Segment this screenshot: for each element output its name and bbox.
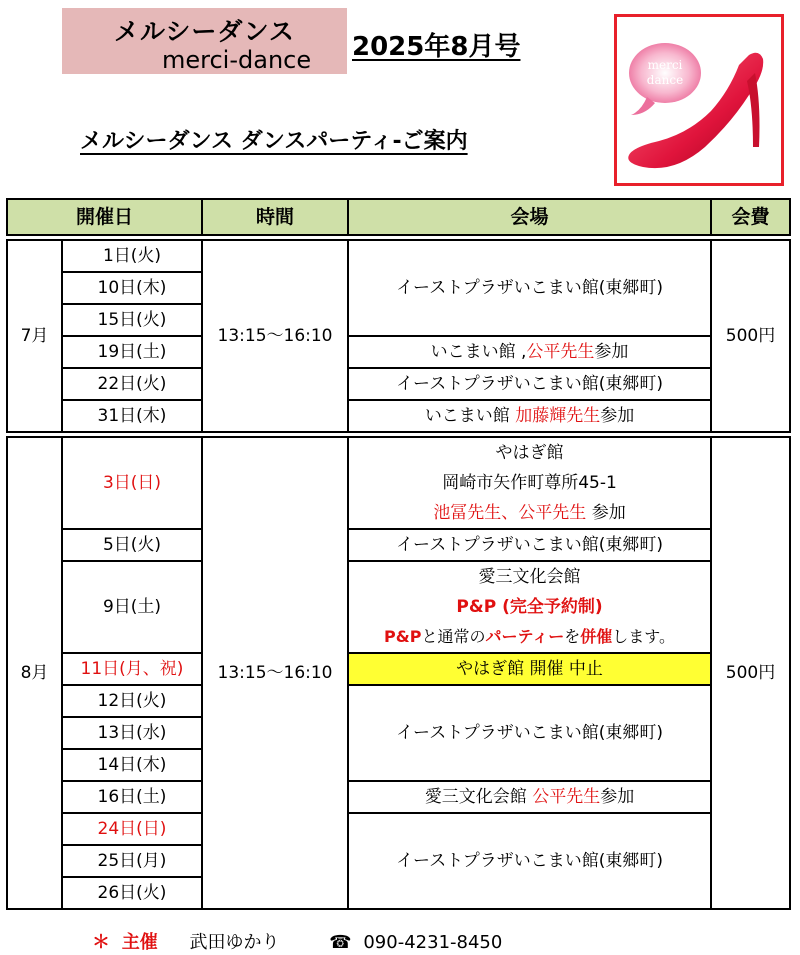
venue-cell: イーストプラザいこまい館(東郷町) <box>348 240 711 336</box>
table-row <box>7 368 790 400</box>
table-header-row <box>7 199 790 235</box>
table-row <box>7 781 790 813</box>
fee-cell: 500円 <box>711 240 790 432</box>
page-title: メルシーダンス ダンスパーティ-ご案内 <box>80 129 468 154</box>
footer-organizer <box>92 928 502 954</box>
date-cell: 15日(火) <box>62 304 202 336</box>
fee-cell: 500円 <box>711 437 790 909</box>
venue-event: P&P (完全予約制) <box>348 592 711 622</box>
date-cell: 22日(火) <box>62 368 202 400</box>
venue-cancelled: やはぎ館 開催 中止 <box>348 653 711 685</box>
date-cell: 9日(土) <box>62 561 202 653</box>
venue-cell: イーストプラザいこまい館(東郷町) <box>348 368 711 400</box>
date-cell: 19日(土) <box>62 336 202 368</box>
brand-banner <box>62 8 347 74</box>
date-cell: 10日(木) <box>62 272 202 304</box>
venue-cell: やはぎ館 <box>348 437 711 468</box>
header-fee: 会費 <box>711 199 790 235</box>
table-row <box>7 240 790 272</box>
date-cell: 16日(土) <box>62 781 202 813</box>
phone-number: 090-4231-8450 <box>363 932 503 953</box>
table-row <box>7 400 790 432</box>
venue-cell: イーストプラザいこまい館(東郷町) <box>348 813 711 909</box>
table-row <box>7 813 790 845</box>
header-venue: 会場 <box>348 199 711 235</box>
time-cell: 13:15〜16:10 <box>202 437 348 909</box>
date-cell: 12日(火) <box>62 685 202 717</box>
venue-cell: 愛三文化会館 <box>348 561 711 592</box>
venue-note: P&Pと通常のパーティーを併催します。 <box>348 622 711 653</box>
venue-cell: いこまい館 ,公平先生参加 <box>348 336 711 368</box>
date-cell: 11日(月、祝) <box>62 653 202 685</box>
issue-label: 2025年8月号 <box>352 32 521 62</box>
header-date: 開催日 <box>7 199 202 235</box>
date-cell: 31日(木) <box>62 400 202 432</box>
organizer-name: 武田ゆかり <box>189 932 280 953</box>
header-time: 時間 <box>202 199 348 235</box>
party-schedule-table <box>6 198 791 910</box>
venue-note: 池冨先生、公平先生 参加 <box>348 498 711 529</box>
svg-text:merci: merci <box>647 58 683 72</box>
time-cell: 13:15〜16:10 <box>202 240 348 432</box>
brand-name-jp: メルシーダンス <box>114 17 295 46</box>
month-august: 8月 <box>7 437 62 909</box>
table-row <box>7 336 790 368</box>
table-row <box>7 653 790 685</box>
date-cell: 1日(火) <box>62 240 202 272</box>
date-cell: 24日(日) <box>62 813 202 845</box>
organizer-label: 主催 <box>121 932 158 953</box>
date-cell: 3日(日) <box>62 437 202 529</box>
table-row <box>7 437 790 468</box>
venue-cell: いこまい館 加藤輝先生参加 <box>348 400 711 432</box>
date-cell: 25日(月) <box>62 845 202 877</box>
venue-cell: イーストプラザいこまい館(東郷町) <box>348 685 711 781</box>
phone-icon: ☎ <box>329 932 352 953</box>
venue-cell: 愛三文化会館 公平先生参加 <box>348 781 711 813</box>
logo-image <box>614 14 784 186</box>
month-july: 7月 <box>7 240 62 432</box>
date-cell: 13日(水) <box>62 717 202 749</box>
high-heel-icon <box>617 17 781 183</box>
table-row <box>7 685 790 717</box>
table-row <box>7 561 790 592</box>
svg-text:dance: dance <box>646 73 684 87</box>
date-cell: 5日(火) <box>62 529 202 561</box>
venue-address: 岡崎市矢作町尊所45-1 <box>348 468 711 498</box>
brand-name-en: merci-dance <box>162 46 312 74</box>
asterisk-icon: ＊ <box>92 932 110 953</box>
venue-cell: イーストプラザいこまい館(東郷町) <box>348 529 711 561</box>
date-cell: 26日(火) <box>62 877 202 909</box>
table-row <box>7 529 790 561</box>
date-cell: 14日(木) <box>62 749 202 781</box>
